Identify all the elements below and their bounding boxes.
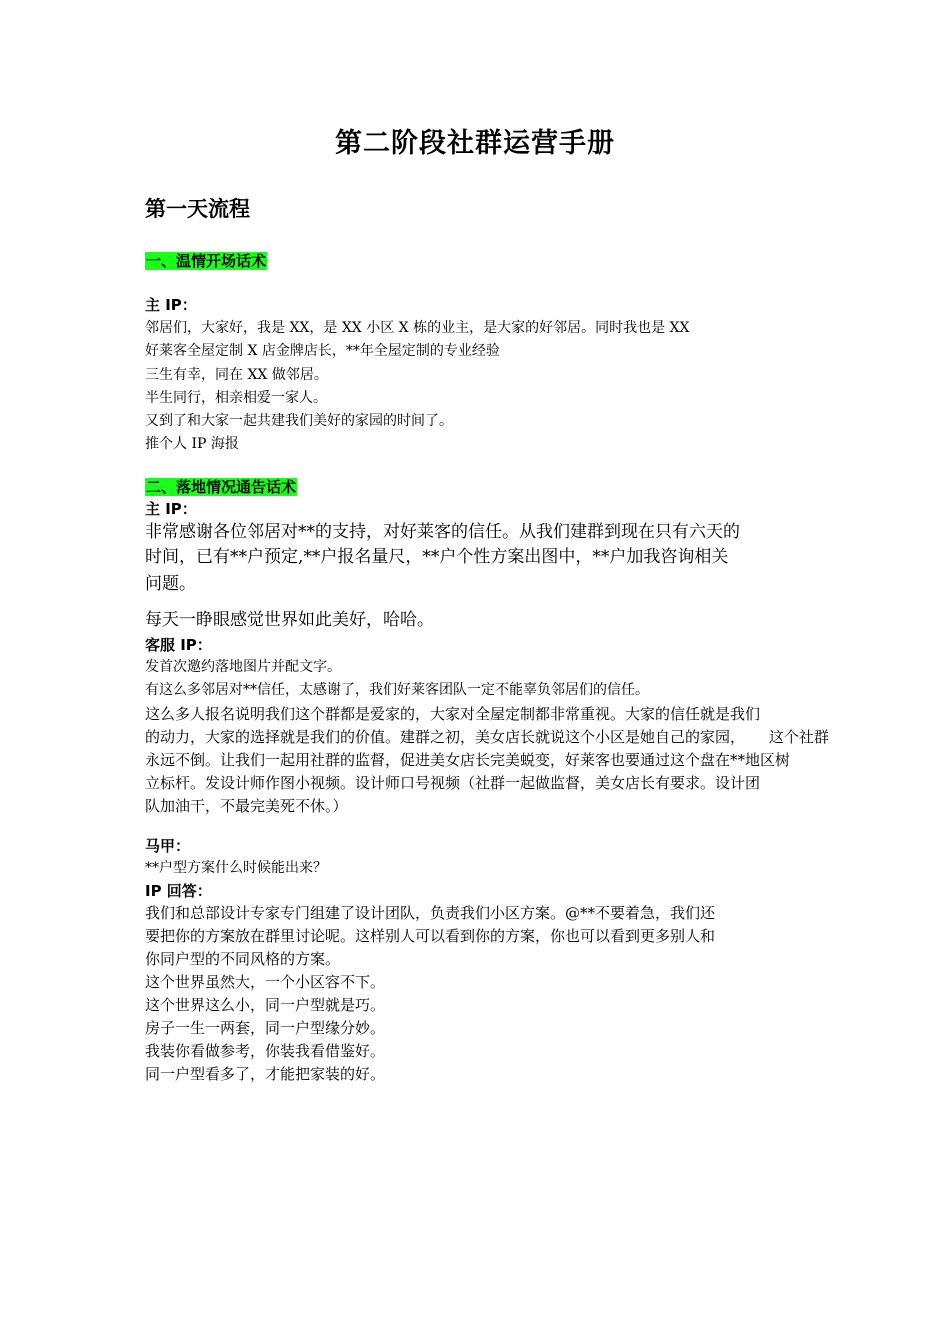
section2-heading: 二、落地情况通告话术 <box>146 478 297 496</box>
section2-heading-row <box>145 476 825 497</box>
announcement-line: 问题。 <box>145 574 196 594</box>
ip-answer-label: IP 回答： <box>145 882 212 900</box>
answer-line: 这个世界虽然大，一个小区容不下。 <box>145 973 386 991</box>
answer-line: 这个世界这么小，同一户型就是巧。 <box>145 996 386 1014</box>
section2-announcement-cont2 <box>145 608 825 633</box>
majia-label-row <box>145 835 825 856</box>
section2-speaker-row <box>145 498 825 519</box>
answer-line: 房子一生一两套，同一户型缘分妙。 <box>145 1019 386 1037</box>
section1-heading: 一、温情开场话术 <box>146 252 267 270</box>
cs-line: 有这么多邻居对**信任，太感谢了，我们好莱客团队一定不能辜负邻居们的信任。 <box>145 682 649 699</box>
cs-ip-label: 客服 IP： <box>145 636 212 654</box>
section2-announcement-cont <box>145 572 825 597</box>
majia-body <box>145 857 825 880</box>
section1-speaker-label: 主 IP： <box>145 296 197 314</box>
answer-line: 要把你的方案放在群里讨论呢。这样别人可以看到你的方案，你也可以看到更多别人和 <box>145 927 716 945</box>
majia-label: 马甲： <box>145 837 191 855</box>
section1-line: 好莱客全屋定制 X 店金牌店长，**年全屋定制的专业经验 <box>145 343 500 360</box>
section1-line: 三生有幸，同在 XX 做邻居。 <box>145 366 328 383</box>
cs-line: 立标杆。发设计师作图小视频。设计师口号视频（社群一起做监督，美女店长有要求。设计团 <box>145 773 761 792</box>
section1-speaker-row <box>145 294 825 315</box>
section1-line: 邻居们，大家好，我是 XX，是 XX 小区 X 栋的业主，是大家的好邻居。同时我也是 XX <box>145 320 690 336</box>
cs-line: 的动力，大家的选择就是我们的价值。建群之初，美女店长就说这个小区是她自己的家园， 这个社群 <box>145 727 829 746</box>
ip-answer-label-row <box>145 880 825 901</box>
ip-answer-body <box>145 902 825 1086</box>
cs-line: 发首次邀约落地图片并配文字。 <box>145 659 341 675</box>
cs-line: 永远不倒。让我们一起用社群的监督，促进美女店长完美蜕变，好莱客也要通过这个盘在**地区树 <box>145 750 791 769</box>
cs-line: 这么多人报名说明我们这个群都是爱家的，大家对全屋定制都非常重视。大家的信任就是我们 <box>145 704 761 723</box>
section1-heading-row <box>145 250 825 271</box>
section1-line: 又到了和大家一起共建我们美好的家园的时间了。 <box>145 413 453 430</box>
announcement-line: 时间，已有**户预定,**户报名量尺，**户个性方案出图中，**户加我咨询相关 <box>145 547 729 567</box>
answer-line: 我们和总部设计专家专门组建了设计团队，负责我们小区方案。@**不要着急，我们还 <box>145 904 716 922</box>
majia-line: **户型方案什么时候能出来？ <box>145 860 327 876</box>
section1-line: 半生同行，相亲相爱一家人。 <box>145 389 327 406</box>
day-heading: 第一天流程 <box>145 196 250 221</box>
answer-line: 我装你看做参考，你装我看借鉴好。 <box>145 1042 386 1060</box>
section2-announcement <box>145 520 825 570</box>
cs-body <box>145 656 829 818</box>
announcement-line: 非常感谢各位邻居对**的支持，对好莱客的信任。从我们建群到现在只有六天的 <box>145 522 740 542</box>
section1-line: 推个人 IP 海报 <box>145 436 239 453</box>
section1-body <box>145 317 825 457</box>
announcement-line: 每天一睁眼感觉世界如此美好，哈哈。 <box>145 610 434 630</box>
cs-label-row <box>145 634 825 655</box>
answer-line: 你同户型的不同风格的方案。 <box>145 950 341 968</box>
section2-speaker-label: 主 IP： <box>145 500 197 518</box>
cs-line: 队加油干，不最完美死不休。） <box>145 796 348 815</box>
document-title: 第二阶段社群运营手册 <box>335 128 615 159</box>
answer-line: 同一户型看多了，才能把家装的好。 <box>145 1065 386 1083</box>
